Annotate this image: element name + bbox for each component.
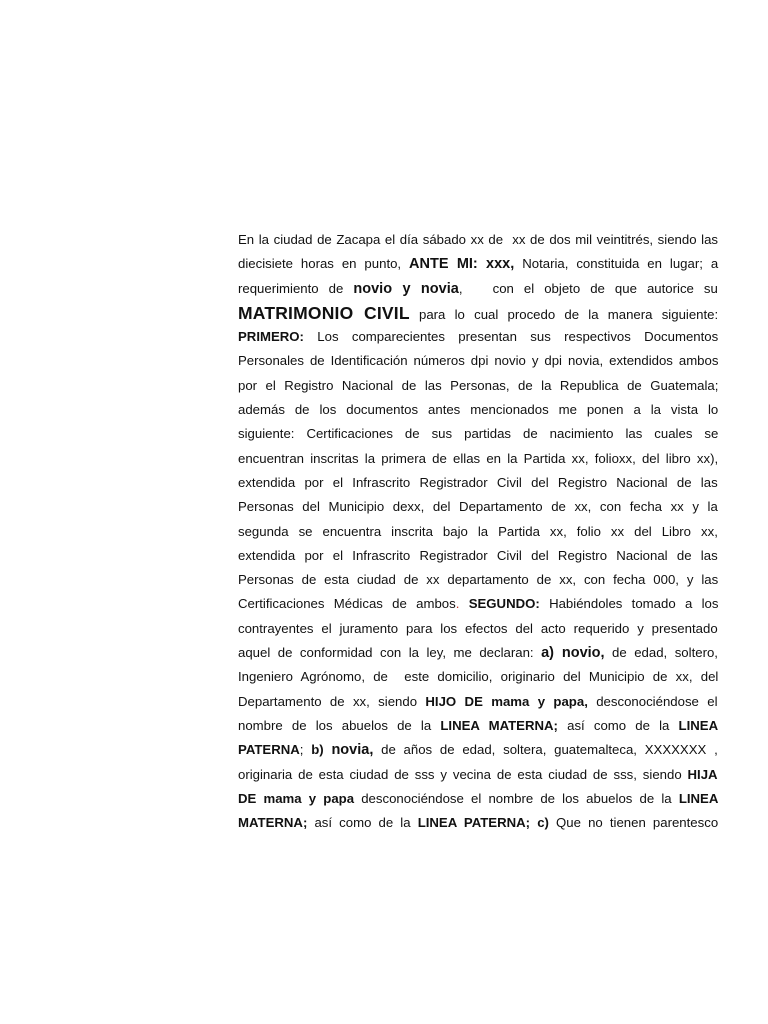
bold-text: LINEA MATERNA; [440,717,558,733]
document-line [238,398,718,422]
document-line [238,544,718,568]
body-text: Certificaciones Médicas de ambos [238,596,456,612]
document-line [238,495,718,519]
bold-text: c) [537,815,549,831]
body-text: nombre de los abuelos de la [238,717,441,733]
document-line [238,325,718,349]
body-text [459,596,468,611]
document-line [238,714,718,738]
document-line [238,690,718,714]
body-text: Ingeniero Agrónomo, de este domicilio, originario del Municipio de xx, del [238,669,719,685]
bold-text: DE mama y papa [238,790,355,806]
bold-text: . [455,596,460,612]
bold-text: LINEA [678,790,719,806]
bold-text: SEGUNDO: [468,596,540,612]
body-text: ; [299,742,312,758]
body-text: de edad, soltero, [604,645,718,661]
body-text: así como de la [307,815,418,831]
document-line [238,763,718,787]
document-line [238,228,718,252]
body-text: segunda se encuentra inscrita bajo la Partida xx, folio xx del Libro xx, [238,523,718,539]
body-text: de años de edad, soltera, guatemalteca, XXXXXXX , [373,742,718,758]
document-line [238,617,718,641]
document-line [238,422,718,446]
bold-text: HIJA [687,766,718,782]
document-line [238,301,718,325]
body-text: desconociéndose el nombre de los abuelos de la [354,790,679,806]
document-line [238,374,718,398]
bold-text: ANTE MI: xxx, [409,256,515,273]
bold-text: LINEA [678,717,719,733]
document-line [238,787,718,811]
document-body [238,228,718,835]
document-line [238,520,718,544]
body-text: Personas de esta ciudad de xx departamento de xx, con fecha 000, y las [238,572,719,588]
body-text: originaria de esta ciudad de sss y vecina de esta ciudad de sss, siendo [238,766,688,782]
body-text: Personales de Identificación números dpi novio y dpi novia, extendidos ambos [238,353,719,369]
body-text: Personas del Municipio dexx, del Departamento de xx, con fecha xx y la [238,499,718,515]
document-line [238,471,718,495]
document-line [238,252,718,276]
bold-text: a) novio, [541,645,605,662]
body-text: Los comparecientes presentan sus respectivos Documentos [303,329,719,345]
body-text: extendida por el Infrascrito Registrador Civil del Registro Nacional de las [238,474,718,490]
bold-text: HIJO DE mama y papa, [425,693,588,709]
body-text: Departamento de xx, siendo [238,693,426,709]
body-text: para lo cual procedo de la manera siguiente: [409,306,719,322]
body-text: por el Registro Nacional de las Personas, de la Republica de Guatemala; [238,377,719,393]
body-text: además de los documentos antes mencionados me ponen a la vista lo [238,402,719,418]
body-text: Que no tienen parentesco [548,815,719,831]
body-text: desconociéndose el [587,693,718,709]
body-text: Habiéndoles tomado a los [539,596,719,612]
document-line [238,349,718,373]
bold-text: novia, [331,742,374,759]
document-line [238,447,718,471]
bold-text: PATERNA [238,742,300,758]
bold-text: novio y novia [353,280,459,297]
document-line [238,641,718,665]
document-line [238,811,718,835]
body-text: En la ciudad de Zacapa el día sábado xx de xx de dos mil veintitrés, siendo las [238,232,719,247]
body-text: encuentran inscritas la primera de ellas en la Partida xx, folioxx, del libro xx), [238,450,719,466]
body-text: así como de la [557,717,679,733]
body-text: diecisiete horas en punto, [238,256,410,272]
bold-text: b) [311,742,324,758]
body-text: aquel de conformidad con la ley, me declaran: [238,645,542,661]
document-line [238,277,718,301]
body-text: Notaria, constituida en lugar; a [514,256,719,272]
document-line [238,665,718,689]
document-title-text: MATRIMONIO CIVIL [238,302,410,323]
body-text: siguiente: Certificaciones de sus partidas de nacimiento las cuales se [238,426,719,442]
document-line [238,738,718,762]
document-line [238,568,718,592]
body-text: requerimiento de [238,280,354,296]
document-line [238,592,718,616]
bold-text: LINEA PATERNA; [417,815,531,831]
body-text: , con el objeto de que autorice su [458,280,718,296]
body-text: extendida por el Infrascrito Registrador Civil del Registro Nacional de las [238,547,718,563]
bold-text: MATERNA; [238,815,308,831]
bold-text: PRIMERO: [238,329,304,345]
body-text: contrayentes el juramento para los efectos del acto requerido y presentado [238,620,718,636]
